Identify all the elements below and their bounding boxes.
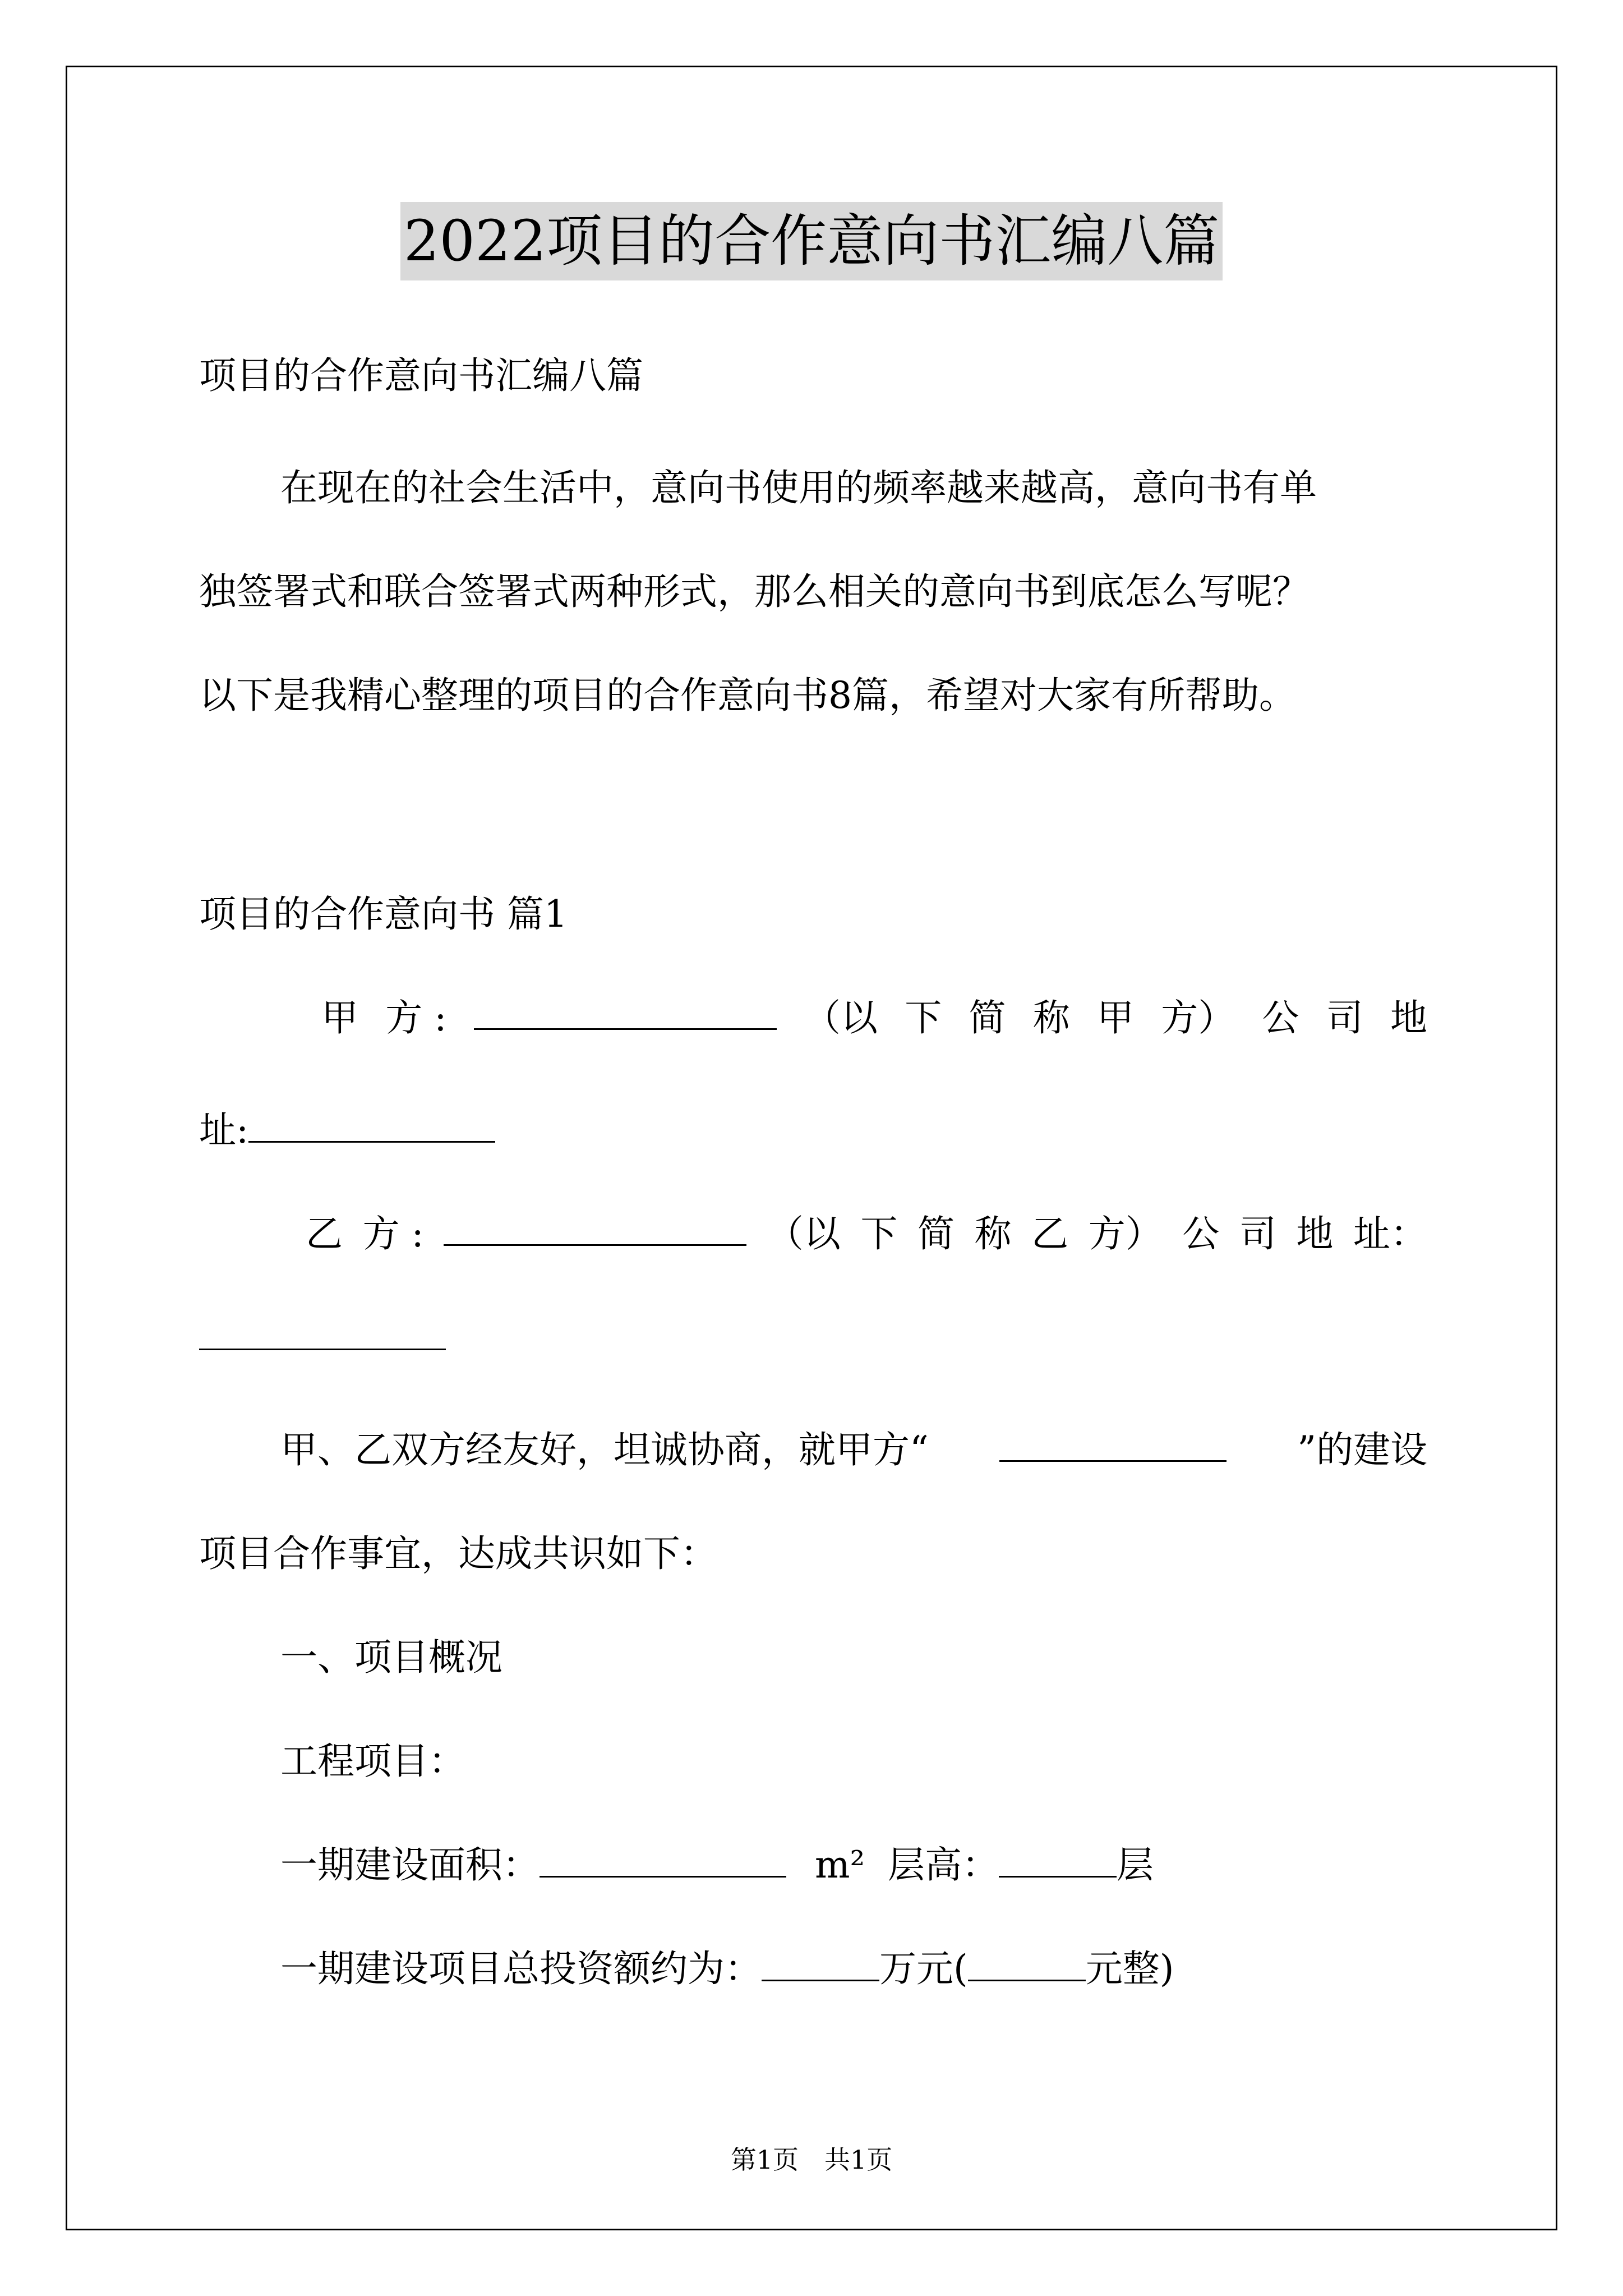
- agreement-line-1: [280, 1428, 1427, 1473]
- party-a-label-2: 方 :: [385, 996, 447, 1039]
- floor-label: 层高：: [888, 1843, 999, 1887]
- party-b-label-1: 乙: [306, 1212, 343, 1255]
- area-label: 一期建设面积：: [280, 1843, 540, 1887]
- party-a-note-2: 下: [905, 996, 942, 1039]
- party-b-note-2: 下: [860, 1212, 898, 1255]
- page-footer: 第1页 共1页: [730, 2145, 893, 2175]
- agreement-line-2: 项目合作事宜，达成共识如下：: [199, 1532, 717, 1575]
- intro-line-2: 独签署式和联合签署式两种形式，那么相关的意向书到底怎么写呢？: [199, 570, 1310, 613]
- section-heading: 项目的合作意向书 篇1: [199, 892, 568, 936]
- party-a-address-label: 址:: [199, 1108, 249, 1152]
- invest-blank-1: [762, 1947, 879, 1981]
- party-b-note-1: （以: [766, 1212, 841, 1255]
- document-subtitle: 项目的合作意向书汇编八篇: [199, 354, 643, 397]
- party-b-note-7: 公: [1182, 1212, 1220, 1255]
- party-a-note-8: 司: [1326, 996, 1363, 1039]
- party-b-address-line: [199, 1315, 446, 1360]
- title-block: [0, 202, 1623, 280]
- item-1-heading: 一、项目概况: [280, 1636, 502, 1679]
- party-a-note-5: 甲: [1096, 996, 1134, 1039]
- area-unit: m²: [814, 1843, 865, 1887]
- party-a-line: [199, 996, 1427, 1041]
- intro-line-1: 在现在的社会生活中，意向书使用的频率越来越高，意向书有单: [280, 466, 1317, 509]
- floor-unit: 层: [1117, 1843, 1154, 1887]
- party-a-note-1: （以: [803, 996, 878, 1039]
- party-a-note-4: 称: [1032, 996, 1070, 1039]
- party-b-name-blank: [444, 1212, 746, 1246]
- invest-unit: 万元(: [879, 1947, 968, 1990]
- party-a-address-blank: [248, 1108, 495, 1143]
- party-a-address-line: [199, 1108, 495, 1153]
- document-title: 2022项目的合作意向书汇编八篇: [400, 202, 1223, 280]
- party-b-note-5: 乙: [1031, 1212, 1069, 1255]
- area-blank: [540, 1843, 786, 1878]
- party-a-note-7: 公: [1262, 996, 1299, 1039]
- party-b-note-6: 方）: [1088, 1212, 1163, 1255]
- invest-label: 一期建设项目总投资额约为：: [280, 1947, 762, 1990]
- party-b-line: [199, 1212, 1427, 1257]
- party-a-note-9: 地: [1390, 996, 1427, 1039]
- invest-blank-2: [968, 1947, 1086, 1981]
- invest-line: [280, 1947, 1174, 1991]
- agreement-line-start: 甲、乙双方经友好，坦诚协商，就甲方“: [280, 1428, 929, 1471]
- party-a-note-6: 方）: [1161, 996, 1235, 1039]
- party-a-note-3: 简: [969, 996, 1006, 1039]
- area-line: [280, 1843, 1154, 1888]
- party-b-address-blank: [199, 1316, 446, 1350]
- party-b-note-3: 简: [917, 1212, 955, 1255]
- party-a-label-1: 甲: [321, 996, 358, 1039]
- floor-blank: [999, 1843, 1117, 1878]
- project-label: 工程项目：: [280, 1740, 465, 1783]
- party-b-note-8: 司: [1239, 1212, 1276, 1255]
- agreement-line-end: ”的建设: [1297, 1428, 1427, 1471]
- party-a-name-blank: [474, 996, 777, 1030]
- party-b-note-9: 地: [1296, 1212, 1334, 1255]
- party-b-note-10: 址：: [1353, 1212, 1427, 1255]
- party-b-label-2: 方 :: [362, 1212, 424, 1255]
- party-b-note-4: 称: [974, 1212, 1012, 1255]
- intro-line-3: 以下是我精心整理的项目的合作意向书8篇，希望对大家有所帮助。: [199, 674, 1296, 717]
- project-name-blank: [999, 1428, 1227, 1462]
- invest-end: 元整): [1085, 1947, 1174, 1990]
